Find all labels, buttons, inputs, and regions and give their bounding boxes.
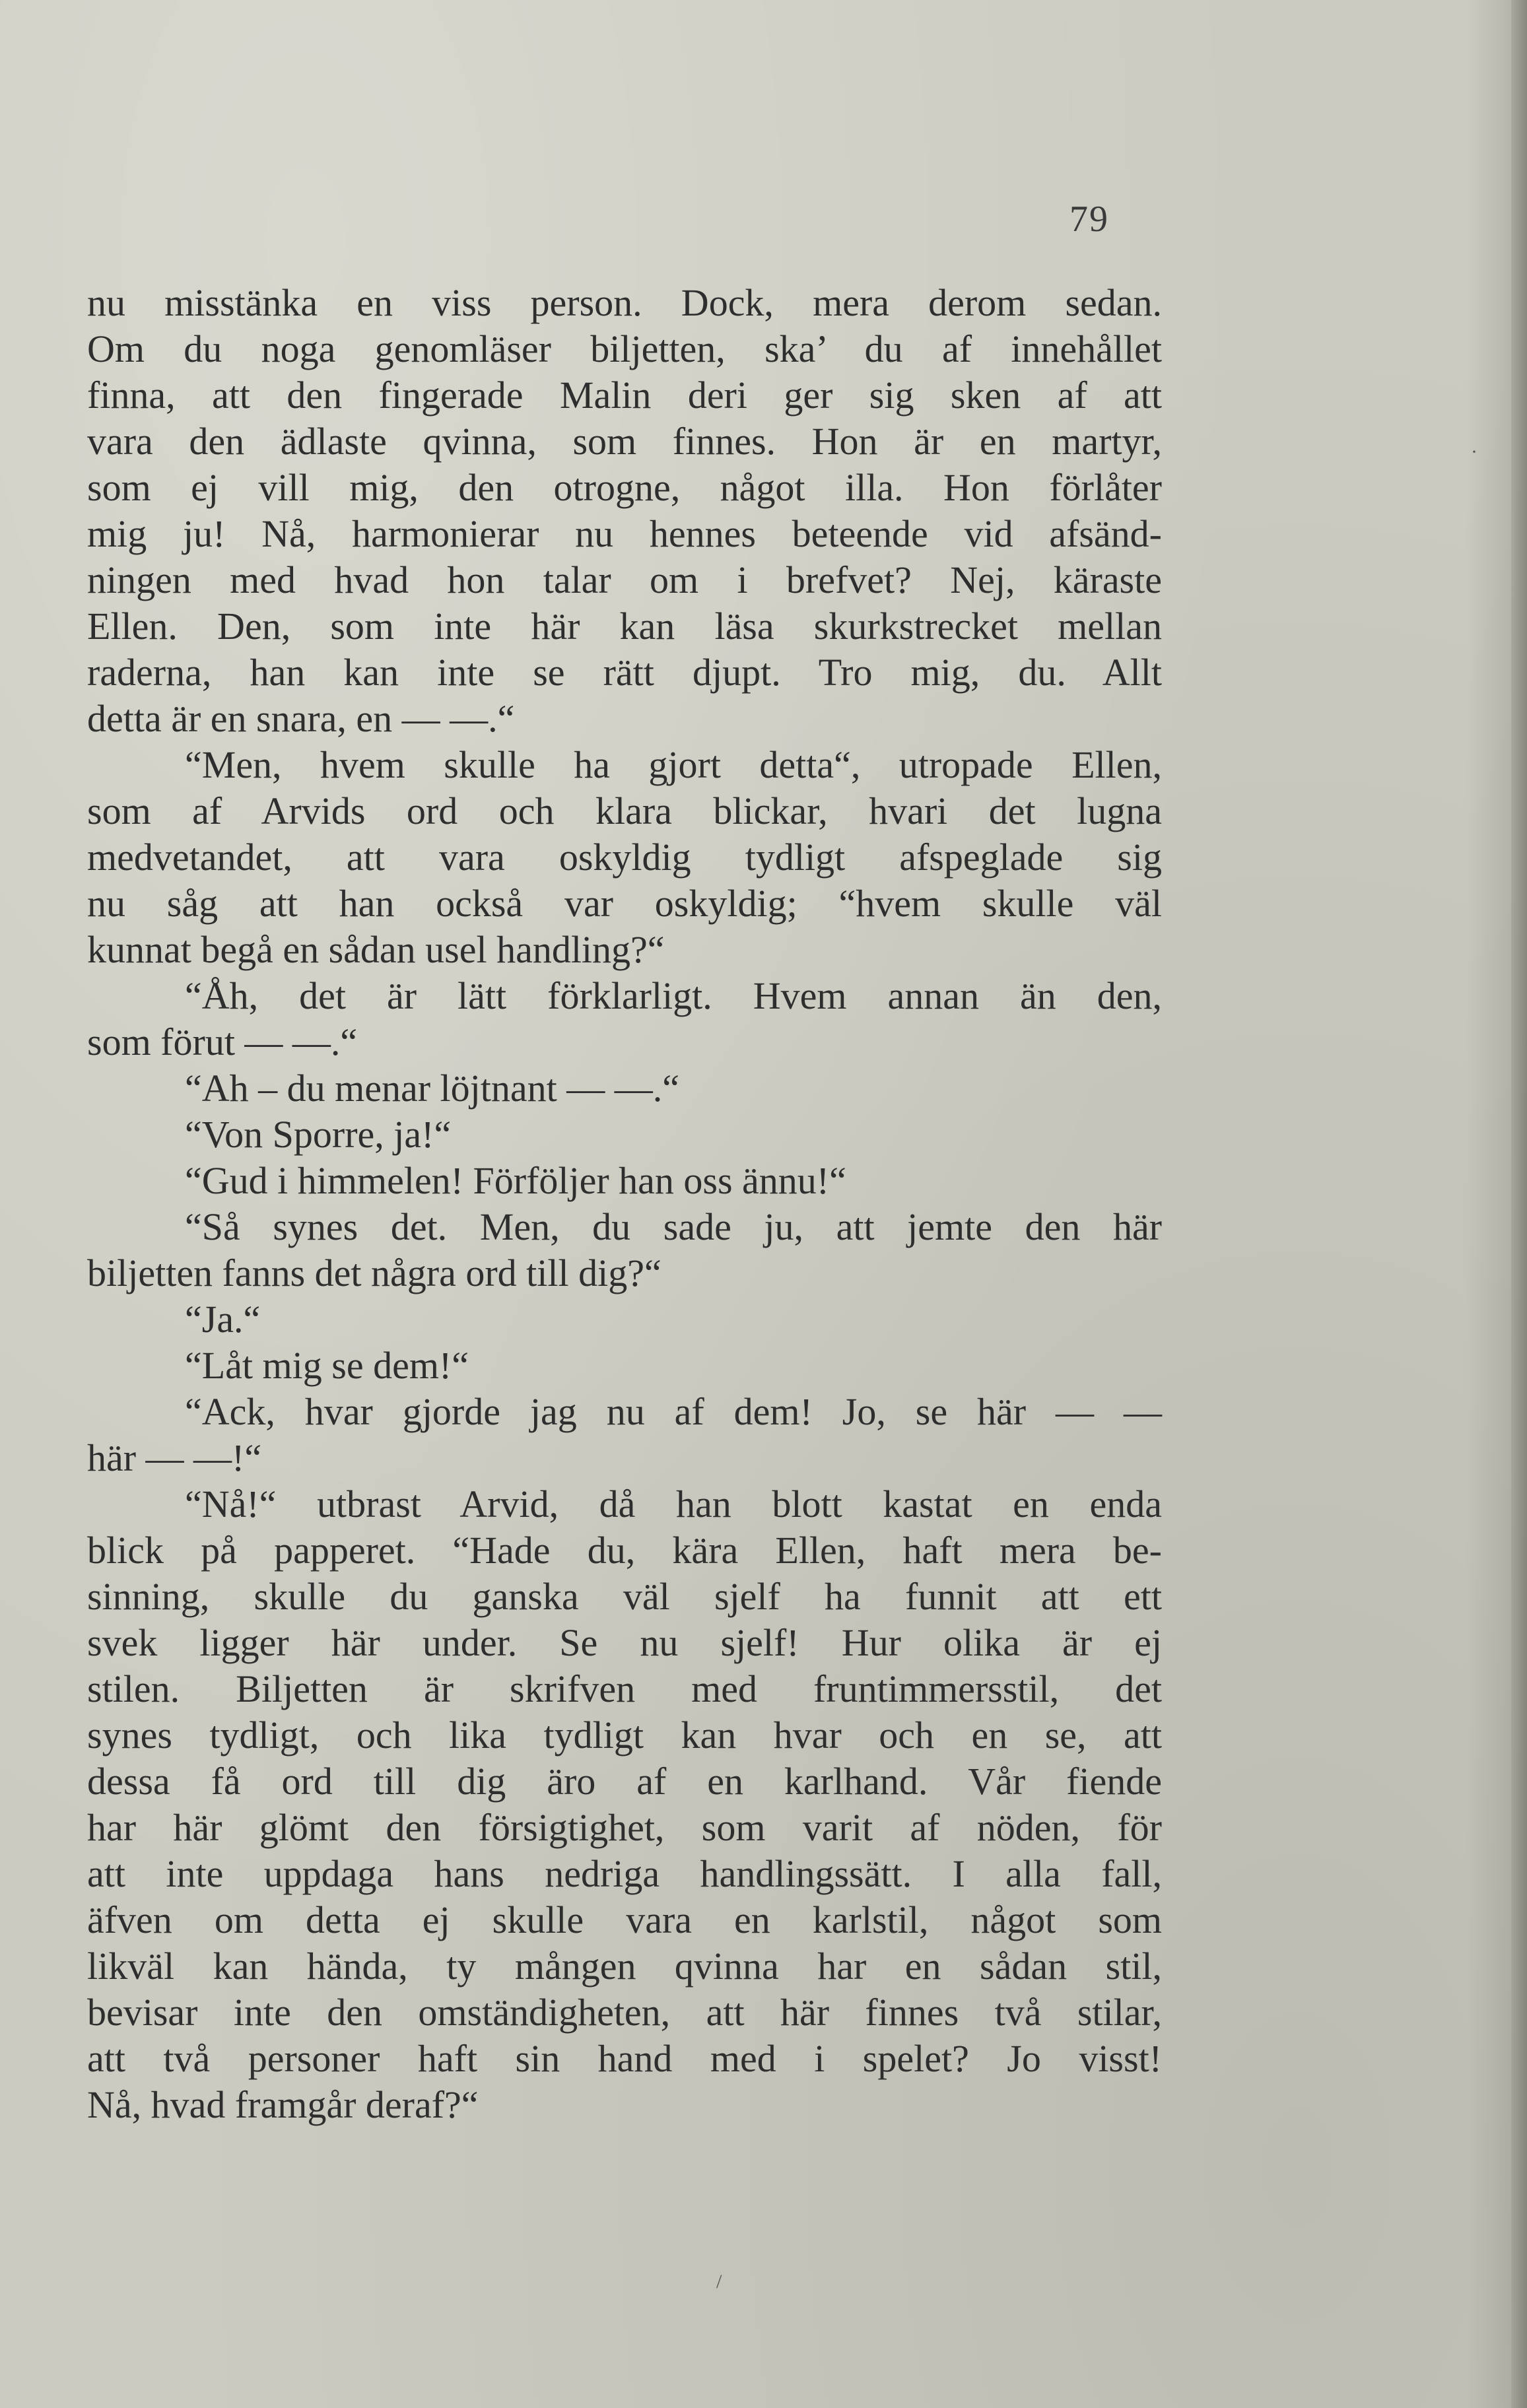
text-line: “Men, hvem skulle ha gjort detta“, utropade Ellen, [185, 743, 1162, 786]
text-line: likväl kan hända, ty mången qvinna har en sådan stil, [87, 1945, 1162, 1988]
text-line: nu misstänka en viss person. Dock, mera derom sedan. [87, 281, 1162, 324]
text-line: som ej vill mig, den otrogne, något illa. Hon förlåter [87, 466, 1162, 509]
text-line: att inte uppdaga hans nedriga handlingssätt. I alla fall, [87, 1852, 1162, 1895]
text-line: som förut — —.“ [87, 1020, 358, 1063]
text-line: dessa få ord till dig äro af en karlhand. Vår fiende [87, 1760, 1162, 1803]
text-line: Ellen. Den, som inte här kan läsa skurkstrecket mellan [87, 605, 1162, 648]
text-line: “Nå!“ utbrast Arvid, då han blott kastat en enda [185, 1483, 1162, 1525]
text-line: “Ack, hvar gjorde jag nu af dem! Jo, se här — — [185, 1390, 1162, 1433]
text-line: “Ja.“ [185, 1298, 261, 1341]
ink-speck: / [716, 2271, 722, 2292]
text-line: ningen med hvad hon talar om i brefvet? Nej, käraste [87, 558, 1162, 601]
margin-mark: · [1471, 441, 1477, 463]
text-line: “Åh, det är lätt förklarligt. Hvem annan än den, [185, 974, 1162, 1017]
text-line: “Gud i himmelen! Förföljer han oss ännu!“ [185, 1159, 846, 1202]
text-line: synes tydligt, och lika tydligt kan hvar och en se, att [87, 1714, 1162, 1756]
text-line: bevisar inte den omständigheten, att här finnes två stilar, [87, 1991, 1162, 2034]
text-line: “Så synes det. Men, du sade ju, att jemte den här [185, 1205, 1162, 1248]
text-line: “Låt mig se dem!“ [185, 1344, 469, 1387]
text-line: vara den ädlaste qvinna, som finnes. Hon är en martyr, [87, 420, 1162, 463]
text-line: kunnat begå en sådan usel handling?“ [87, 928, 665, 971]
text-line: “Von Sporre, ja!“ [185, 1113, 452, 1156]
text-line: Nå, hvad framgår deraf?“ [87, 2083, 479, 2126]
text-line: biljetten fanns det några ord till dig?“ [87, 1252, 662, 1294]
text-line: äfven om detta ej skulle vara en karlstil, något som [87, 1898, 1162, 1941]
text-line: “Ah – du menar löjtnant — —.“ [185, 1067, 679, 1110]
text-line: finna, att den fingerade Malin deri ger sig sken af att [87, 374, 1162, 417]
page-edge-shadow [1511, 0, 1527, 2408]
body-text [87, 280, 1162, 2128]
text-line: har här glömt den försigtighet, som varit af nöden, för [87, 1806, 1162, 1849]
text-line: raderna, han kan inte se rätt djupt. Tro mig, du. Allt [87, 651, 1162, 694]
text-line: detta är en snara, en — —.“ [87, 697, 515, 740]
text-line: här — —!“ [87, 1436, 262, 1479]
text-line: sinning, skulle du ganska väl sjelf ha funnit att ett [87, 1575, 1162, 1618]
text-line: svek ligger här under. Se nu sjelf! Hur olika är ej [87, 1621, 1162, 1664]
text-line: medvetandet, att vara oskyldig tydligt afspeglade sig [87, 836, 1162, 879]
text-line: blick på papperet. “Hade du, kära Ellen, haft mera be- [87, 1529, 1162, 1572]
text-line: som af Arvids ord och klara blickar, hvari det lugna [87, 789, 1162, 832]
text-line: stilen. Biljetten är skrifven med fruntimmersstil, det [87, 1667, 1162, 1710]
text-line: nu såg att han också var oskyldig; “hvem skulle väl [87, 882, 1162, 925]
page-number: 79 [1069, 199, 1109, 240]
text-line: mig ju! Nå, harmonierar nu hennes beteende vid afsänd- [87, 512, 1162, 555]
text-line: att två personer haft sin hand med i spelet? Jo visst! [87, 2037, 1162, 2080]
text-line: Om du noga genomläser biljetten, ska’ du af innehållet [87, 327, 1162, 370]
